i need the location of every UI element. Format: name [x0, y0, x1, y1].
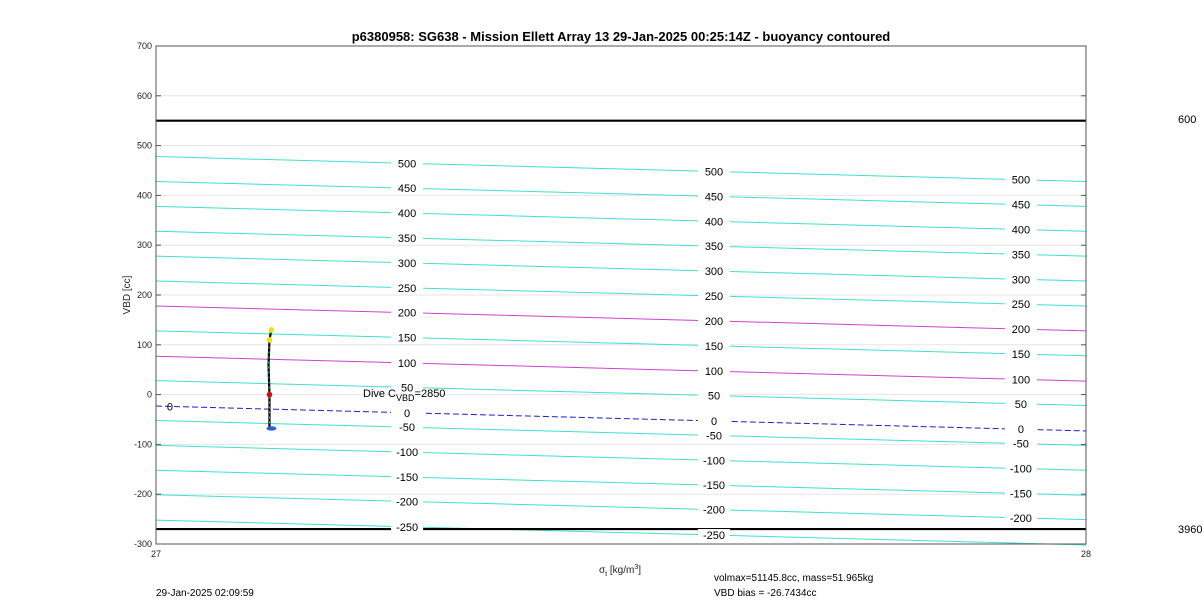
- contour-label: 200: [397, 307, 417, 320]
- contour-label: 150: [397, 332, 417, 345]
- contour-label: 100: [1011, 374, 1031, 387]
- contour-line-450: [156, 181, 1086, 206]
- y-tick-label: 600: [136, 90, 152, 101]
- y-tick-label: -200: [133, 489, 152, 500]
- contour-label: -100: [702, 455, 726, 468]
- contour-label: -200: [702, 504, 726, 517]
- footer-volmax: volmax=51145.8cc, mass=51.965kg: [714, 573, 874, 584]
- dive-profile: [266, 327, 276, 431]
- contour-label: 250: [704, 290, 724, 303]
- contour-line-350: [156, 231, 1086, 256]
- contour-label: -200: [396, 496, 419, 509]
- y-tick-label: 700: [136, 41, 152, 51]
- contour-label: 100: [704, 366, 724, 379]
- contour-label: 450: [397, 183, 417, 196]
- contour-label: 250: [1011, 299, 1031, 312]
- x-axis-label-unit-close: ]: [638, 565, 642, 576]
- contour-line-50: [156, 381, 1086, 406]
- contour-label: 0: [166, 401, 174, 414]
- contour-label: -50: [706, 430, 722, 443]
- contour-label: -100: [396, 447, 419, 460]
- contour-layer: [156, 157, 1086, 545]
- contour-line-neg250: [156, 520, 1086, 545]
- y-tick-label: 100: [136, 339, 152, 350]
- dive-annotation-subscript: VBD: [396, 393, 415, 403]
- contour-label: 400: [704, 216, 724, 229]
- y-tick-label: -300: [133, 539, 152, 549]
- contour-label: 350: [397, 232, 417, 245]
- contour-label: 50: [400, 382, 414, 395]
- contour-labels: [167, 157, 1037, 542]
- contour-label: 500: [1011, 174, 1031, 187]
- axes: [134, 41, 1091, 559]
- footer-vbd-bias: VBD bias = -26.7434cc: [714, 588, 817, 599]
- contour-label: 500: [704, 166, 724, 179]
- contour-label: 350: [1011, 249, 1031, 262]
- y-axis-label: VBD [cc]: [122, 275, 133, 315]
- x-axis-label: [599, 564, 641, 578]
- contour-label: -150: [702, 480, 726, 493]
- x-axis-label-subscript: t: [605, 571, 608, 578]
- dive-annotation-value: =2850: [414, 388, 446, 400]
- contour-label: 500: [397, 158, 417, 171]
- y-tick-label: 400: [136, 190, 152, 201]
- contour-label: -250: [702, 530, 726, 543]
- contour-label: 250: [397, 282, 417, 295]
- contour-label: -50: [399, 422, 416, 435]
- x-tick-label: 27: [150, 549, 162, 559]
- y-tick-label: -100: [133, 439, 152, 450]
- contour-line-neg100: [156, 445, 1086, 470]
- y-tick-label: 0: [146, 389, 152, 400]
- x-axis-label-symbol: σ: [598, 565, 606, 576]
- contour-line-0: [156, 406, 1086, 431]
- dive-point-1: [267, 337, 273, 343]
- contour-line-neg200: [156, 495, 1086, 520]
- dive-point-3: [266, 426, 276, 430]
- contour-label: 150: [1011, 349, 1031, 362]
- x-axis-label-unit: [kg/m: [607, 565, 635, 576]
- dive-point-2: [267, 392, 273, 398]
- y-tick-label: 200: [136, 290, 152, 300]
- chart-title: p6380958: SG638 - Mission Ellett Array 13 29-Jan-2025 00:25:14Z - buoyancy contoured: [351, 29, 891, 44]
- contour-label: -150: [1009, 488, 1032, 501]
- contour-line-250: [156, 281, 1086, 306]
- contour-label: 0: [1017, 424, 1024, 437]
- contour-label: 400: [397, 208, 417, 221]
- contour-label: 50: [1014, 398, 1028, 411]
- x-axis-label-unit-superscript: 3: [634, 564, 639, 571]
- contour-label: -50: [1012, 438, 1029, 451]
- contour-line-100: [156, 356, 1086, 381]
- footer-timestamp: 29-Jan-2025 02:09:59: [156, 588, 254, 599]
- contour-label: -250: [396, 521, 419, 534]
- limit-label-lower: 3960: [1178, 524, 1202, 536]
- contour-label: 450: [704, 191, 724, 204]
- contour-label: -150: [396, 472, 419, 485]
- dive-point-0: [269, 327, 275, 333]
- contour-line-300: [156, 256, 1086, 281]
- contour-label: 0: [404, 407, 411, 420]
- x-tick-label: 28: [1080, 549, 1092, 559]
- dive-annotation-prefix: Dive C: [363, 388, 397, 400]
- y-tick-label: 500: [136, 140, 152, 151]
- contour-line-200: [156, 306, 1086, 331]
- contour-label: 200: [1011, 324, 1031, 337]
- contour-label: 300: [397, 257, 417, 270]
- contour-label: 450: [1011, 199, 1031, 212]
- contour-label: 50: [707, 390, 721, 403]
- contour-label: 100: [397, 357, 417, 370]
- contour-label: 200: [704, 315, 724, 328]
- contour-line-500: [156, 157, 1086, 182]
- limit-lines: [156, 121, 1086, 529]
- contour-label: 0: [710, 415, 718, 428]
- contour-label: -200: [1009, 512, 1032, 525]
- contour-label: 350: [704, 241, 724, 254]
- contour-line-neg150: [156, 470, 1086, 495]
- contour-line-neg50: [156, 420, 1086, 445]
- contour-label: 150: [704, 340, 724, 353]
- contour-label: 400: [1011, 224, 1031, 237]
- contour-label: 300: [1011, 274, 1031, 287]
- limit-label-upper: 600: [1178, 114, 1197, 126]
- contour-label: 300: [704, 266, 724, 279]
- y-tick-label: 300: [136, 240, 152, 251]
- contour-line-150: [156, 331, 1086, 356]
- contour-label: -100: [1009, 463, 1032, 476]
- contour-line-400: [156, 206, 1086, 231]
